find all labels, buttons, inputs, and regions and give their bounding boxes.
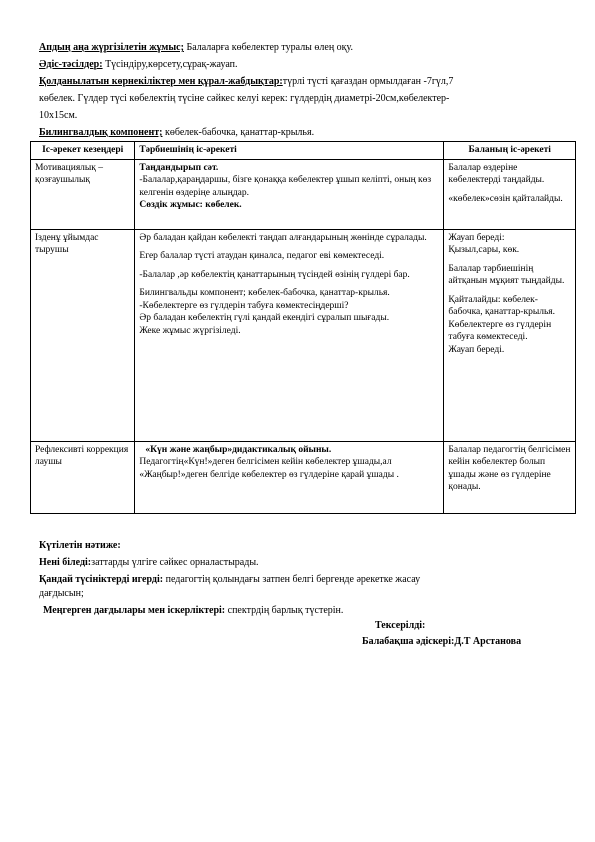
bilingual-text: көбелек-бабочка, қанаттар-крылья. [162, 127, 315, 138]
materials-text-cont: көбелек. Гүлдер түсі көбелектің түсіне сәйкес келуі керек: гүлдердің диаметрі-20см,көбелектер- [39, 93, 450, 104]
header-line-2 [39, 59, 238, 71]
table-row [31, 159, 576, 229]
knows-label: Нені біледі: [39, 557, 92, 568]
mastered-text: спектрдің барлық түстерін. [225, 605, 344, 616]
skills-label: Қандай түсініктерді игерді: [39, 574, 164, 585]
table-header-row [31, 142, 576, 160]
teacher-cell [135, 159, 444, 229]
methods-text: Түсіндіру,көрсету,сұрақ-жауап. [102, 59, 238, 70]
materials-text: түрлі түсті қағаздан ормылдаған -7гүл,7 [282, 76, 454, 87]
header-line-4 [39, 93, 449, 105]
header-line-3 [39, 76, 453, 88]
skills-text-cont: дағдысын; [39, 588, 84, 599]
teacher-line: Билингвальды компонент; көбелек-бабочка, қанаттар-крылья. [139, 288, 390, 298]
header-child: Баланың іс-әрекеті [444, 142, 576, 160]
child-cell [444, 229, 576, 441]
child-line: Жауап береді: [448, 232, 505, 243]
teacher-cell [135, 441, 444, 513]
child-line: Балалар педагогтің белгісімен кейін көбелектер болып ұшады және өз гүлдеріне қонады. [448, 444, 571, 492]
mastered-line [43, 605, 343, 617]
teacher-line: -Көбелектерге өз гүлдерін табуға көмектесіңдерші? [139, 300, 349, 311]
table-row [31, 441, 576, 513]
child-line: Қызыл,сары, көк. [448, 245, 520, 255]
child-cell [444, 441, 576, 513]
child-line: Балалар тәрбиешінің айтқанын мұқият тыңдайды. [448, 263, 565, 286]
methodist-name: Д.Т Арстанова [454, 636, 522, 647]
child-line: Жауап береді. [448, 344, 505, 355]
skills-line-cont [39, 588, 84, 600]
skills-text: педагогтің қолындағы затпен белгі бергенде әрекетке жасау [163, 574, 421, 585]
child-cell [444, 159, 576, 229]
child-line: Балалар өздеріне көбелектерді таңдайды. [448, 162, 545, 185]
header-line-6 [39, 127, 314, 139]
stage-cell: Рефлексивті коррекция лаушы [31, 441, 135, 513]
teacher-line: Таңдандырып сәт. [139, 162, 219, 173]
work-label: Апдың аңа жүргізілетін жұмыс; [39, 42, 184, 53]
teacher-line: «Күн және жаңбыр»дидактикалық ойыны. [145, 444, 332, 455]
header-line-1 [39, 42, 353, 54]
materials-text-cont2: 10х15см. [39, 110, 78, 121]
child-line: Қайталайды: көбелек-бабочка, қанаттар-крылья. [448, 294, 556, 317]
stage-cell: Ізденұ ұйымдас тырушы [31, 229, 135, 441]
lesson-plan-table [30, 141, 576, 514]
teacher-cell [135, 229, 444, 441]
teacher-line: Жеке жұмыс жүргізіледі. [139, 325, 241, 336]
skills-line [39, 574, 420, 586]
header-teacher: Тәрбиешінің іс-әрекеті [135, 142, 444, 160]
methodist-line [362, 636, 521, 648]
teacher-line: -Балалар ,әр көбелектің қанаттарының түсіндей өзінің гүлдері бар. [139, 269, 410, 280]
header-line-5 [39, 110, 77, 122]
checked-label: Тексерілді: [375, 620, 426, 631]
work-text: Балаларға көбелектер туралы өлең оқу. [183, 42, 354, 53]
bilingual-label: Билингвалдық компонент; [39, 127, 163, 138]
child-line: Көбелектерге өз гүлдерін табуға көмектеседі. [448, 319, 552, 342]
stage-cell: Мотивациялық – қозғаушылық [31, 159, 135, 229]
methods-label: Әдіс-тәсілдер: [39, 59, 103, 70]
teacher-line: -Балалар,қараңдаршы, бізге қонаққа көбелектер ұшып келіпті, оның көз келгенін өздеріңе алыңдар. [139, 175, 432, 198]
teacher-line: Сөздік жұмыс: көбелек. [139, 200, 242, 210]
header-stages: Іс-әрекет кезеңдері [31, 142, 135, 160]
methodist-label: Балабақша әдіскері: [362, 636, 455, 647]
knows-text: заттарды үлгіге сәйкес орналастырады. [91, 557, 259, 568]
teacher-line: Әр баладан қайдан көбелекті таңдап алғандарының жөнінде сұралады. [139, 232, 427, 243]
materials-label: Қолданылатын көрнекіліктер мен құрал-жабдықтар: [39, 76, 283, 87]
knows-line [39, 557, 259, 569]
expected-result: Күтілетін нәтиже: [39, 540, 121, 551]
teacher-line: Егер балалар түсті атаудан қиналса, педагог еві көмектеседі. [139, 251, 385, 261]
teacher-line: Педагогтің«Күн!»деген белгісімен кейін көбелектер ұшады,ал «Жаңбыр!»деген белгіде көбелектер өз гүлдеріне қарай ұшады . [139, 457, 399, 480]
child-line: «көбелек»сөзін қайталайды. [448, 193, 563, 204]
teacher-line: Әр баладан көбелектің гүлі қандай екендігі сұралып шығады. [139, 313, 390, 323]
table-row [31, 229, 576, 441]
mastered-label: Меңгерген дағдылары мен іскерліктері: [43, 605, 226, 616]
